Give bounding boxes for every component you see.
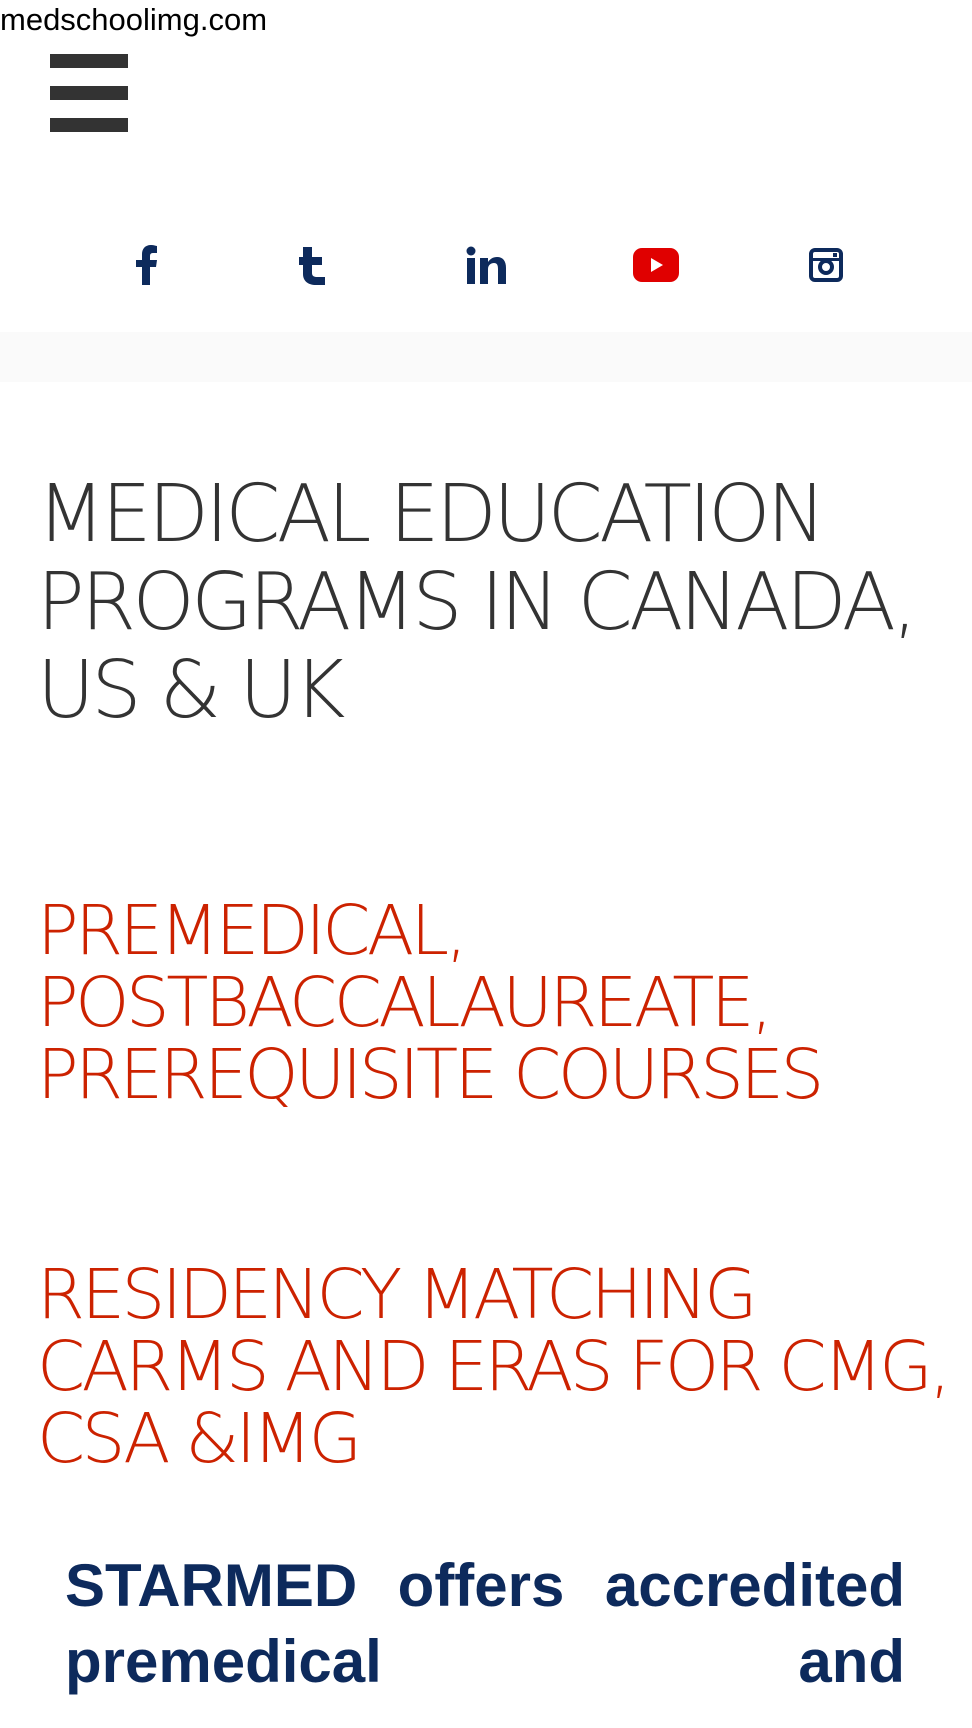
- intro-paragraph: STARMED offers accredited premedical and: [65, 1552, 905, 1695]
- hamburger-menu-icon-bar: [50, 86, 128, 100]
- youtube-link[interactable]: [626, 240, 686, 290]
- hamburger-menu-icon-bar: [50, 118, 128, 132]
- social-links: [0, 240, 972, 290]
- instagram-icon: [809, 248, 843, 282]
- facebook-link[interactable]: [116, 240, 176, 290]
- instagram-link[interactable]: [796, 240, 856, 290]
- tumblr-icon: [299, 245, 333, 285]
- linkedin-icon: [466, 246, 506, 284]
- facebook-icon: [133, 245, 159, 285]
- premedical-heading: PREMEDICAL, POSTBACCALAUREATE, PREREQUISITE COURSES: [37, 891, 821, 1115]
- tumblr-link[interactable]: [286, 240, 346, 290]
- page-title: MEDICAL EDUCATION PROGRAMS IN CANADA, US & UK: [37, 468, 915, 736]
- header-band: [0, 332, 972, 382]
- menu-button[interactable]: [50, 54, 128, 132]
- hamburger-menu-icon: [50, 54, 128, 68]
- youtube-icon: [633, 248, 679, 282]
- site-domain: medschoolimg.com: [0, 2, 268, 37]
- residency-heading: RESIDENCY MATCHING CARMS AND ERAS FOR CMG, CSA &IMG: [37, 1255, 948, 1479]
- linkedin-link[interactable]: [456, 240, 516, 290]
